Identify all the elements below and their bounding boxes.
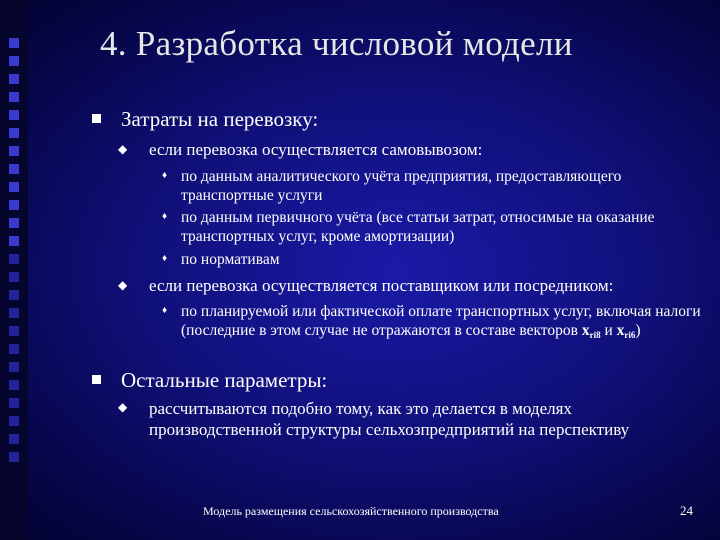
square-bullet-icon [92, 114, 101, 123]
small-diamond-bullet-icon: ♦ [162, 305, 168, 316]
sub-sub-bullet-payment-label [181, 302, 711, 345]
vector-b-base: x [616, 322, 625, 339]
diamond-bullet-icon: ◆ [118, 142, 128, 156]
vector-a-base: x [581, 322, 590, 339]
sub-sub-bullet-norms-label: по нормативам [181, 251, 280, 268]
sub-sub-bullet-analytic-label: по данным аналитического учёта предприятия, предоставляющего транспортные услуги [181, 168, 622, 204]
vector-and: и [604, 322, 613, 339]
sub-bullet-self-pickup-label: если перевозка осуществляется самовывозом: [149, 140, 483, 159]
slide-footer: Модель размещения сельскохозяйственного производства [203, 504, 499, 518]
sub-bullet-supplier-label: если перевозка осуществляется поставщиком или посредником: [149, 276, 614, 295]
small-diamond-bullet-icon: ♦ [162, 253, 168, 264]
small-diamond-bullet-icon: ♦ [162, 170, 168, 181]
square-bullet-icon [92, 375, 101, 384]
small-diamond-bullet-icon: ♦ [162, 211, 168, 222]
sub-sub-bullet-primary-label: по данным первичного учёта (все статьи затрат, относимые на оказание транспортных услуг, кроме амортизации) [181, 209, 655, 245]
payment-text: по планируемой или фактической оплате транспортных услуг, включая налоги (последние в этом случае не отражаются в составе векторов [181, 303, 701, 339]
page-number: 24 [680, 503, 693, 518]
bullet-other-params-label: Остальные параметры: [121, 368, 328, 392]
diamond-bullet-icon: ◆ [118, 278, 128, 292]
slide-title: 4. Разработка числовой модели [100, 24, 573, 63]
vector-a-subscript: ri8 [589, 330, 601, 340]
sub-bullet-computed-label: рассчитываются подобно тому, как это делается в моделях производственной структуры сельхозпредприятий на перспективу [149, 399, 630, 439]
diamond-bullet-icon: ◆ [118, 400, 128, 414]
vector-b-subscript: ri6 [624, 330, 636, 340]
close-paren: ) [635, 322, 641, 339]
bullet-costs-label: Затраты на перевозку: [121, 107, 319, 131]
